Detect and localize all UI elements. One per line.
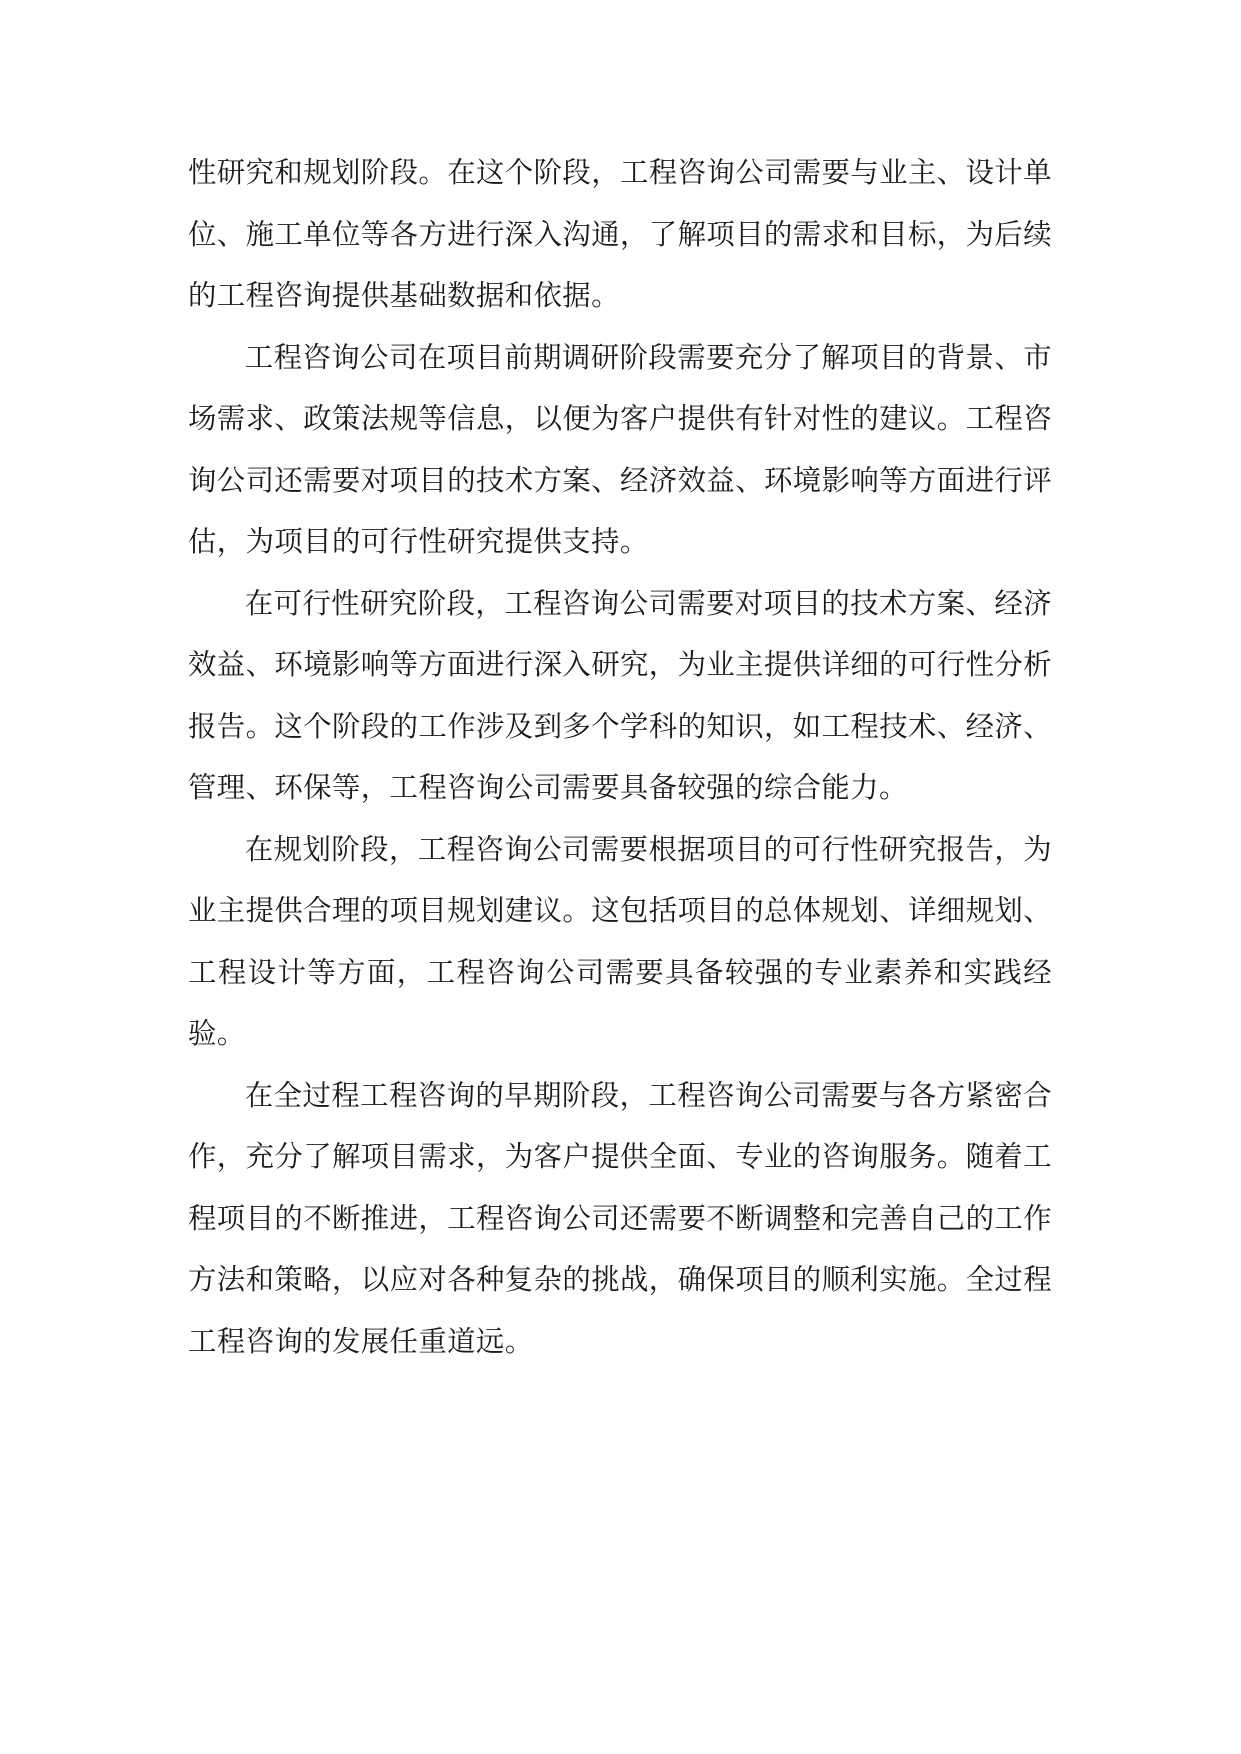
paragraph-5: 在全过程工程咨询的早期阶段，工程咨询公司需要与各方紧密合作，充分了解项目需求，为客户提供全面、专业的咨询服务。随着工程项目的不断推进，工程咨询公司还需要不断调整和完善自己的工作方法和策略，以应对各种复杂的挑战，确保项目的顺利实施。全过程工程咨询的发展任重道远。 (188, 1078, 1052, 1358)
document-body (188, 142, 1052, 1372)
paragraph-3: 在可行性研究阶段，工程咨询公司需要对项目的技术方案、经济效益、环境影响等方面进行深入研究，为业主提供详细的可行性分析报告。这个阶段的工作涉及到多个学科的知识，如工程技术、经济、管理、环保等，工程咨询公司需要具备较强的综合能力。 (188, 586, 1052, 804)
paragraph-1: 性研究和规划阶段。在这个阶段，工程咨询公司需要与业主、设计单位、施工单位等各方进行深入沟通，了解项目的需求和目标，为后续的工程咨询提供基础数据和依据。 (188, 156, 1052, 312)
paragraph-2: 工程咨询公司在项目前期调研阶段需要充分了解项目的背景、市场需求、政策法规等信息，以便为客户提供有针对性的建议。工程咨询公司还需要对项目的技术方案、经济效益、环境影响等方面进行评估，为项目的可行性研究提供支持。 (188, 340, 1052, 558)
paragraph-4: 在规划阶段，工程咨询公司需要根据项目的可行性研究报告，为业主提供合理的项目规划建议。这包括项目的总体规划、详细规划、工程设计等方面，工程咨询公司需要具备较强的专业素养和实践经验。 (188, 832, 1052, 1050)
